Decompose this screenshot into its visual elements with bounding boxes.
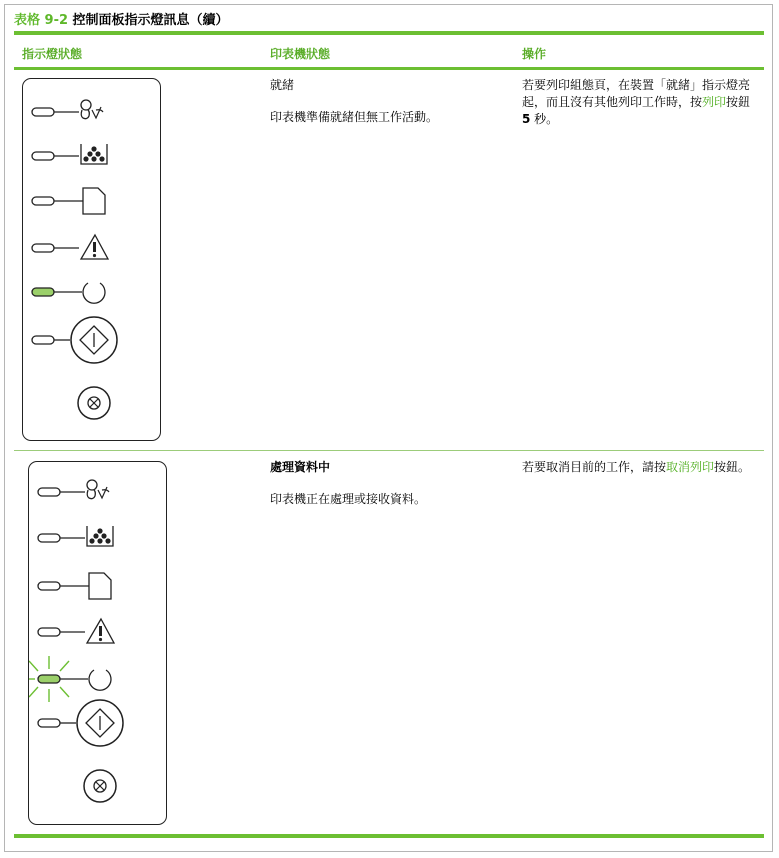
ready-icon <box>32 283 105 303</box>
caption-rule <box>14 31 764 35</box>
paper-icon <box>32 188 105 214</box>
row2-action-text: 若要取消目前的工作，請按 <box>522 460 667 474</box>
column-header-action: 操作 <box>522 47 547 61</box>
row1-state-title: 就緒 <box>270 78 295 92</box>
warning-icon <box>38 619 114 643</box>
table-bottom-rule <box>14 834 764 838</box>
row1-action <box>522 77 760 128</box>
attention-jam-icon <box>38 480 109 499</box>
cancel-print-button-link[interactable]: 取消列印 <box>666 460 715 474</box>
panel-drawing <box>23 79 162 442</box>
table-caption <box>14 9 229 28</box>
warning-icon <box>32 235 108 259</box>
go-button-icon <box>32 317 117 363</box>
header-rule <box>14 67 764 70</box>
attention-jam-icon <box>32 100 103 119</box>
toner-icon <box>32 144 107 164</box>
row2-state-description: 印表機正在處理或接收資料。 <box>270 492 427 506</box>
row1-action-seconds: 5 <box>522 112 531 126</box>
cancel-button-icon <box>84 770 116 802</box>
paper-icon <box>38 573 111 599</box>
row2-action-text-2: 按鈕。 <box>714 460 751 474</box>
go-button-icon <box>38 700 123 746</box>
toner-icon <box>38 526 113 546</box>
table-number: 表格 9-2 <box>14 13 69 28</box>
row1-action-text-2: 按鈕 <box>726 95 751 109</box>
column-header-printer-state: 印表機狀態 <box>270 47 331 61</box>
table-title: 控制面板指示燈訊息（續） <box>72 13 229 28</box>
row2-action <box>522 459 760 476</box>
control-panel-ready <box>22 78 161 441</box>
row-divider <box>14 450 764 451</box>
cancel-button-icon <box>78 387 110 419</box>
control-panel-processing <box>28 461 167 825</box>
column-header-indicator: 指示燈狀態 <box>22 47 83 61</box>
ready-icon <box>38 670 111 690</box>
row1-action-text-3: 秒。 <box>530 112 559 126</box>
row2-state-title: 處理資料中 <box>270 460 331 474</box>
row1-action-text: 若要列印組態頁，在裝置「就緒」指示燈亮起，而且沒有其他列印工作時，按 <box>522 78 751 109</box>
panel-drawing <box>29 462 168 826</box>
print-button-link[interactable]: 列印 <box>702 95 727 109</box>
row1-state-description: 印表機準備就緒但無工作活動。 <box>270 110 439 124</box>
